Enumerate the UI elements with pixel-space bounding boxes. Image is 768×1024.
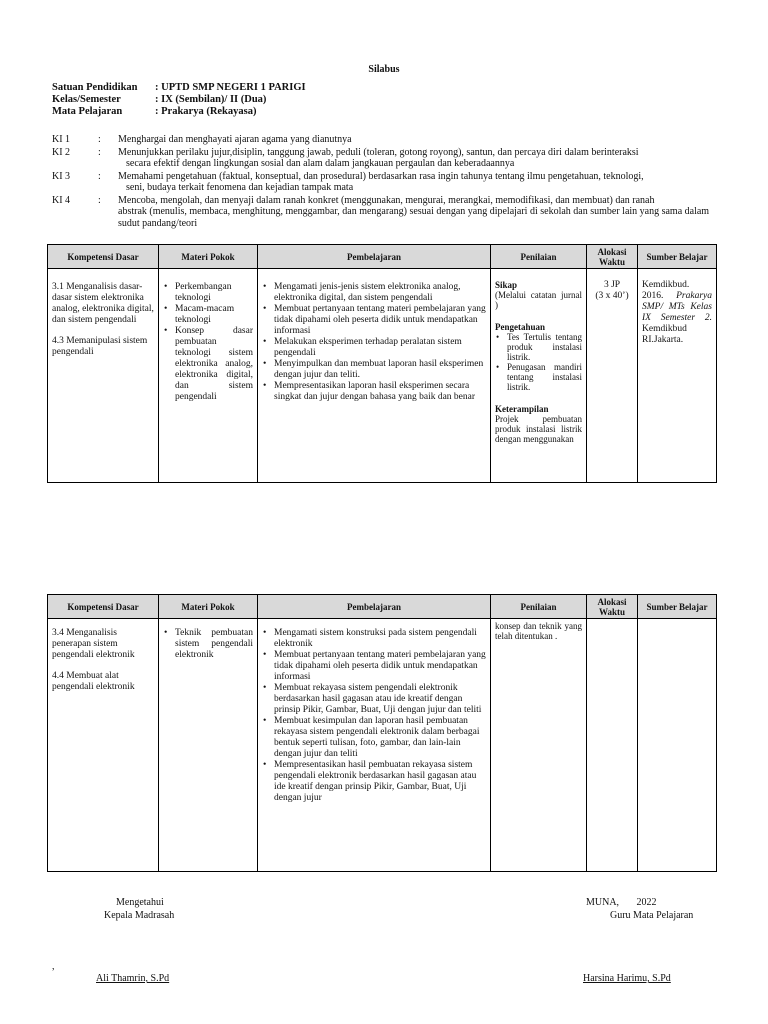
pengetahuan-item: • Tes Tertulis tentang produk instalasi listrik.	[507, 332, 582, 362]
materi-item: • Macam-macam teknologi	[175, 304, 253, 326]
teacher-name: Harsina Harimu, S.Pd	[583, 973, 671, 984]
ki-text-continued: abstrak (menulis, membaca, menghitung, menggambar, dan mengarang) sesuai dengan yang dipelajari di sekolah dan sumber lain yang sama dalam sudut pandang/teori	[118, 206, 710, 229]
teacher-title: Guru Mata Pelajaran	[610, 910, 694, 921]
kd-text: 3.4 Menganalisis penerapan sistem pengendali elektronik	[52, 628, 135, 660]
alokasi-detail: (3 x 40’)	[595, 291, 629, 301]
ki-text-continued: seni, budaya terkait fenomena dan kejadian tampak mata	[126, 182, 354, 193]
pembelajaran-item: • Melakukan eksperimen terhadap peralatan sistem pengendali	[274, 337, 486, 359]
materi-item: • Perkembangan teknologi	[175, 282, 253, 304]
meta-value: : IX (Sembilan)/ II (Dua)	[155, 94, 267, 105]
meta-row-class	[52, 94, 306, 106]
meta-value: : Prakarya (Rekayasa)	[155, 106, 257, 117]
header-penilaian: Penilaian	[491, 595, 587, 619]
identity-block	[52, 82, 306, 118]
table-row	[48, 619, 717, 872]
meta-label: Satuan Pendidikan	[52, 82, 138, 93]
header-materi: Materi Pokok	[159, 245, 258, 269]
meta-value: : UPTD SMP NEGERI 1 PARIGI	[155, 82, 306, 93]
pembelajaran-item: • Mengamati sistem konstruksi pada sistem pengendali elektronik	[274, 628, 486, 650]
table-row	[48, 269, 717, 483]
header-materi: Materi Pokok	[159, 595, 258, 619]
keterampilan-text: Projek pembuatan produk instalasi listrik dengan menggunakan	[495, 414, 582, 444]
place-date: MUNA, 2022	[586, 897, 657, 908]
penilaian-text: konsep dan teknik yang telah ditentukan .	[495, 621, 582, 641]
header-sumber: Sumber Belajar	[638, 595, 717, 619]
ki-item	[52, 171, 722, 194]
header-alokasi: Alokasi Waktu	[587, 245, 638, 269]
headmaster-name: Ali Thamrin, S.Pd	[96, 973, 170, 984]
pembelajaran-item: • Menyimpulkan dan membuat laporan hasil eksperimen dengan jujur dan teliti.	[274, 359, 486, 381]
header-alokasi: Alokasi Waktu	[587, 595, 638, 619]
sumber-publisher: Kemdikbud RI.Jakarta.	[642, 324, 687, 345]
ki-text: Menunjukkan perilaku jujur,disiplin, tanggung jawab, peduli (toleran, gotong royong), santun, dan percaya diri dalam berinteraksi	[118, 146, 639, 158]
materi-item: • Konsep dasar pembuatan teknologi sistem elektronika analog, elektronika digital, dan sistem pengendali	[175, 326, 253, 403]
meta-label: Mata Pelajaran	[52, 106, 123, 117]
ki-colon: :	[98, 146, 101, 158]
ki-code: KI 2	[52, 146, 71, 158]
ki-colon: :	[98, 134, 101, 145]
ki-text: Mencoba, mengolah, dan menyaji dalam ranah konkret (menggunakan, mengurai, merangkai, memodifikasi, dan membuat) dan ranah	[118, 194, 655, 206]
ki-text: Menghargai dan menghayati ajaran agama yang dianutnya	[118, 134, 352, 145]
sumber-text: Kemdikbud. 2016.	[642, 280, 690, 301]
ki-colon: :	[98, 194, 101, 206]
header-sumber: Sumber Belajar	[638, 245, 717, 269]
header-kd: Kompetensi Dasar	[48, 595, 159, 619]
syllabus-table-1	[47, 244, 717, 483]
table-header-row	[48, 595, 717, 619]
stray-mark: ,	[52, 961, 55, 972]
pembelajaran-item: • Membuat rekayasa sistem pengendali elektronik berdasarkan hasil gagasan atau ide kreatif dengan prinsip Pikir, Gambar, Buat, Uji dengan jujur dan teliti	[274, 683, 486, 716]
approval-label: Mengetahui	[116, 897, 164, 908]
alokasi-jp: 3 JP	[603, 280, 621, 290]
header-penilaian: Penilaian	[491, 245, 587, 269]
syllabus-table-2	[47, 594, 717, 872]
pengetahuan-item: • Penugasan mandiri tentang instalasi listrik.	[507, 362, 582, 392]
header-pembelajaran: Pembelajaran	[258, 595, 491, 619]
ki-code: KI 1	[52, 134, 71, 145]
ki-code: KI 3	[52, 170, 71, 182]
pengetahuan-title: Pengetahuan	[495, 322, 546, 332]
headmaster-title: Kepala Madrasah	[104, 910, 175, 921]
ki-colon: :	[98, 170, 101, 182]
ki-code: KI 4	[52, 194, 71, 206]
ki-text: Memahami pengetahuan (faktual, konseptual, dan prosedural) berdasarkan rasa ingin tahunya tentang ilmu pengetahuan, teknologi,	[118, 170, 644, 182]
header-pembelajaran: Pembelajaran	[258, 245, 491, 269]
ki-text-continued: secara efektif dengan lingkungan sosial dan alam dalam jangkauan pergaulan dan keberadaannya	[126, 158, 515, 169]
keterampilan-title: Keterampilan	[495, 404, 549, 414]
table-header-row	[48, 245, 717, 269]
core-competencies	[52, 134, 722, 230]
header-kd: Kompetensi Dasar	[48, 245, 159, 269]
kd-text: 4.3 Memanipulasi sistem pengendali	[52, 336, 148, 357]
meta-row-subject	[52, 106, 306, 118]
ki-item	[52, 134, 722, 146]
kd-text: 4.4 Membuat alat pengendali elektronik	[52, 671, 135, 692]
kd-text: 3.1 Menganalisis dasar-dasar sistem elektronika analog, elektronika digital, dan sistem pengendali	[52, 282, 154, 325]
sikap-title: Sikap	[495, 280, 518, 290]
meta-label: Kelas/Semester	[52, 94, 121, 105]
sumber-book-title: Prakarya SMP/ MTs Kelas IX Semester 2.	[642, 291, 712, 323]
pembelajaran-item: • Membuat pertanyaan tentang materi pembelajaran yang tidak dipahami oleh peserta didik untuk mendapatkan informasi	[274, 304, 486, 337]
pembelajaran-item: • Mempresentasikan laporan hasil eksperimen secara singkat dan jujur dengan bahasa yang baik dan benar	[274, 381, 486, 403]
ki-item	[52, 147, 722, 170]
sikap-text: (Melalui catatan jurnal )	[495, 290, 582, 310]
pembelajaran-item: • Mengamati jenis-jenis sistem elektronika analog, elektronika digital, dan sistem pengendali	[274, 282, 486, 304]
materi-item: • Teknik pembuatan sistem pengendali elektronik	[175, 628, 253, 661]
meta-row-school	[52, 82, 306, 94]
document-title: Silabus	[368, 64, 400, 75]
ki-item	[52, 195, 722, 230]
pembelajaran-item: • Membuat kesimpulan dan laporan hasil pembuatan rekayasa sistem pengendali elektronik dalam berbagai bentuk seperti tulisan, foto, gambar, dan lain-lain dengan jujur dan teliti	[274, 716, 486, 760]
pembelajaran-item: • Membuat pertanyaan tentang materi pembelajaran yang tidak dipahami oleh peserta didik untuk mendapatkan informasi	[274, 650, 486, 683]
pembelajaran-item: • Mempresentasikan hasil pembuatan rekayasa sistem pengendali elektronik berdasarkan hasil gagasan atau ide kreatif dengan prinsip Pikir, Gambar, Buat, Uji dengan jujur	[274, 760, 486, 804]
